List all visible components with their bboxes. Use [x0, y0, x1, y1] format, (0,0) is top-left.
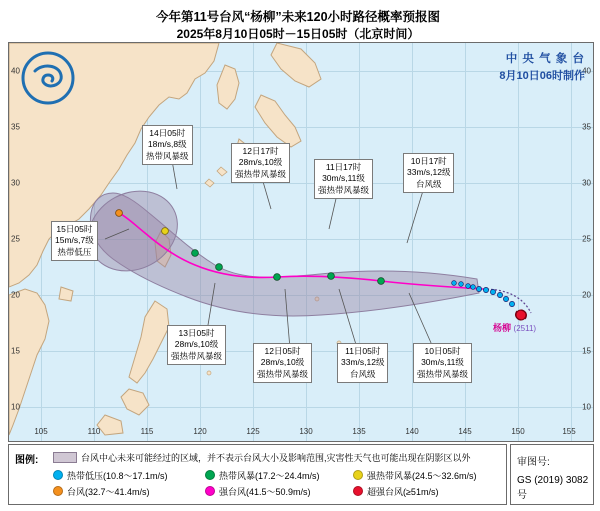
legend-item-td	[53, 469, 168, 482]
callout-grade: 强热带风暴级	[257, 368, 309, 379]
legend-item-sty	[205, 485, 311, 498]
legend-item-ts	[205, 469, 320, 482]
storm-name: 杨柳	[493, 323, 512, 333]
lat-tick: 10	[582, 402, 591, 412]
forecast-callout-11d17[interactable]	[314, 159, 373, 199]
callout-time: 14日05时	[149, 128, 186, 138]
legend-label-superty: 超强台风(≥51m/s)	[367, 487, 439, 497]
callout-wind: 33m/s,12级	[407, 167, 451, 178]
callout-grade: 台风级	[415, 178, 442, 189]
lat-tick: 15	[582, 346, 591, 356]
storm-number: (2511)	[513, 324, 537, 333]
lon-tick: 125	[246, 427, 260, 436]
legend-label-sts: 强热带风暴(24.5～32.6m/s)	[367, 471, 477, 481]
callout-grade: 热带风暴级	[146, 150, 189, 161]
storm-current-position	[516, 310, 527, 320]
lat-tick: 25	[582, 234, 591, 244]
legend-label-ty: 台风(32.7～41.4m/s)	[67, 487, 150, 497]
forecast-callout-14d05[interactable]	[142, 125, 193, 165]
title-main: 今年第11号台风“杨柳”未来120小时路径概率预报图	[155, 10, 441, 24]
lon-tick: 110	[87, 427, 101, 436]
callout-grade: 强热带风暴级	[318, 184, 370, 195]
callout-grade: 台风级	[349, 368, 376, 379]
agency-issued-time: 8月10日06时制作	[499, 70, 585, 83]
callout-time: 12日17时	[242, 146, 279, 156]
legend-label-ts: 热带风暴(17.2～24.4m/s)	[219, 471, 320, 481]
callout-grade: 热带低压	[57, 246, 92, 257]
forecast-callout-13d05[interactable]	[167, 325, 226, 365]
lat-tick: 15	[11, 346, 20, 356]
lon-tick: 150	[511, 427, 525, 436]
legend-color-dot-td	[53, 470, 63, 480]
lon-tick: 145	[458, 427, 472, 436]
lon-tick: 120	[193, 427, 207, 436]
legend-label-td: 热带低压(10.8～17.1m/s)	[67, 471, 168, 481]
callout-wind: 33m/s,12级	[341, 357, 385, 368]
agency-name: 中 央 气 象 台	[505, 53, 585, 65]
legend-panel	[8, 444, 507, 505]
approval-value: GS (2019) 3082号	[517, 475, 589, 501]
forecast-callout-12d05[interactable]	[253, 343, 312, 383]
callout-grade: 强热带风暴级	[235, 168, 287, 179]
legend-title: 图例:	[15, 455, 39, 466]
storm-name-label	[493, 321, 536, 334]
title-sub: 2025年8月10日05时－15日05时（北京时间）	[176, 27, 420, 42]
callout-time: 11日17时	[325, 162, 362, 172]
forecast-map[interactable]	[8, 42, 594, 442]
lon-tick: 130	[299, 427, 313, 436]
callout-time: 10日17时	[410, 156, 447, 166]
callout-time: 13日05时	[178, 328, 215, 338]
callout-wind: 18m/s,8级	[147, 139, 187, 150]
legend-cone-note: 台风中心未来可能经过的区域，并不表示台风大小及影响范围,灾害性天气也可能出现在阴影区以外	[81, 453, 471, 463]
callout-wind: 30m/s,11级	[322, 173, 365, 184]
lat-tick: 40	[582, 66, 591, 76]
legend-color-dot-ty	[53, 486, 63, 496]
forecast-callout-12d17[interactable]	[231, 143, 290, 183]
callout-wind: 30m/s,11级	[421, 357, 464, 368]
approval-panel	[510, 444, 594, 505]
approval-label: 审图号:	[517, 457, 550, 468]
callout-grade: 强热带风暴级	[417, 368, 469, 379]
lat-tick: 35	[11, 122, 20, 132]
lat-tick: 10	[11, 402, 20, 412]
legend-item-ty	[53, 485, 150, 498]
forecast-callout-10d17[interactable]	[403, 153, 454, 193]
lat-tick: 20	[11, 290, 20, 300]
forecast-callout-10d05[interactable]	[413, 343, 472, 383]
lon-tick: 115	[140, 427, 154, 436]
callout-wind: 28m/s,10级	[238, 157, 283, 168]
legend-color-dot-superty	[353, 486, 363, 496]
lat-tick: 35	[582, 122, 591, 132]
lon-tick: 135	[352, 427, 366, 436]
callout-time: 11日05时	[345, 346, 381, 356]
lon-tick: 105	[34, 427, 48, 436]
lon-tick: 155	[562, 427, 576, 436]
agency-credit	[499, 51, 585, 85]
legend-cone-swatch	[53, 452, 77, 463]
legend-item-superty	[353, 485, 438, 498]
lat-tick: 25	[11, 234, 20, 244]
callout-time: 10日05时	[424, 346, 461, 356]
lon-tick: 140	[405, 427, 419, 436]
forecast-callout-11d05[interactable]	[337, 343, 388, 383]
cma-logo-icon	[21, 51, 75, 105]
legend-label-sty: 强台风(41.5～50.9m/s)	[219, 487, 311, 497]
callout-time: 15日05时	[56, 224, 93, 234]
legend-color-dot-ts	[205, 470, 215, 480]
legend-item-sts	[353, 469, 477, 482]
callout-wind: 28m/s,10级	[174, 339, 219, 350]
callout-time: 12日05时	[264, 346, 301, 356]
legend-color-dot-sty	[205, 486, 215, 496]
callout-grade: 强热带风暴级	[171, 350, 223, 361]
lat-tick: 30	[582, 178, 591, 188]
lat-tick: 30	[11, 178, 20, 188]
callout-wind: 15m/s,7级	[55, 235, 94, 246]
forecast-callout-15d05[interactable]	[51, 221, 98, 261]
legend-color-dot-sts	[353, 470, 363, 480]
lat-tick: 20	[582, 290, 591, 300]
lat-tick: 40	[11, 66, 20, 76]
callout-wind: 28m/s,10级	[260, 357, 305, 368]
page-title	[128, 8, 468, 44]
